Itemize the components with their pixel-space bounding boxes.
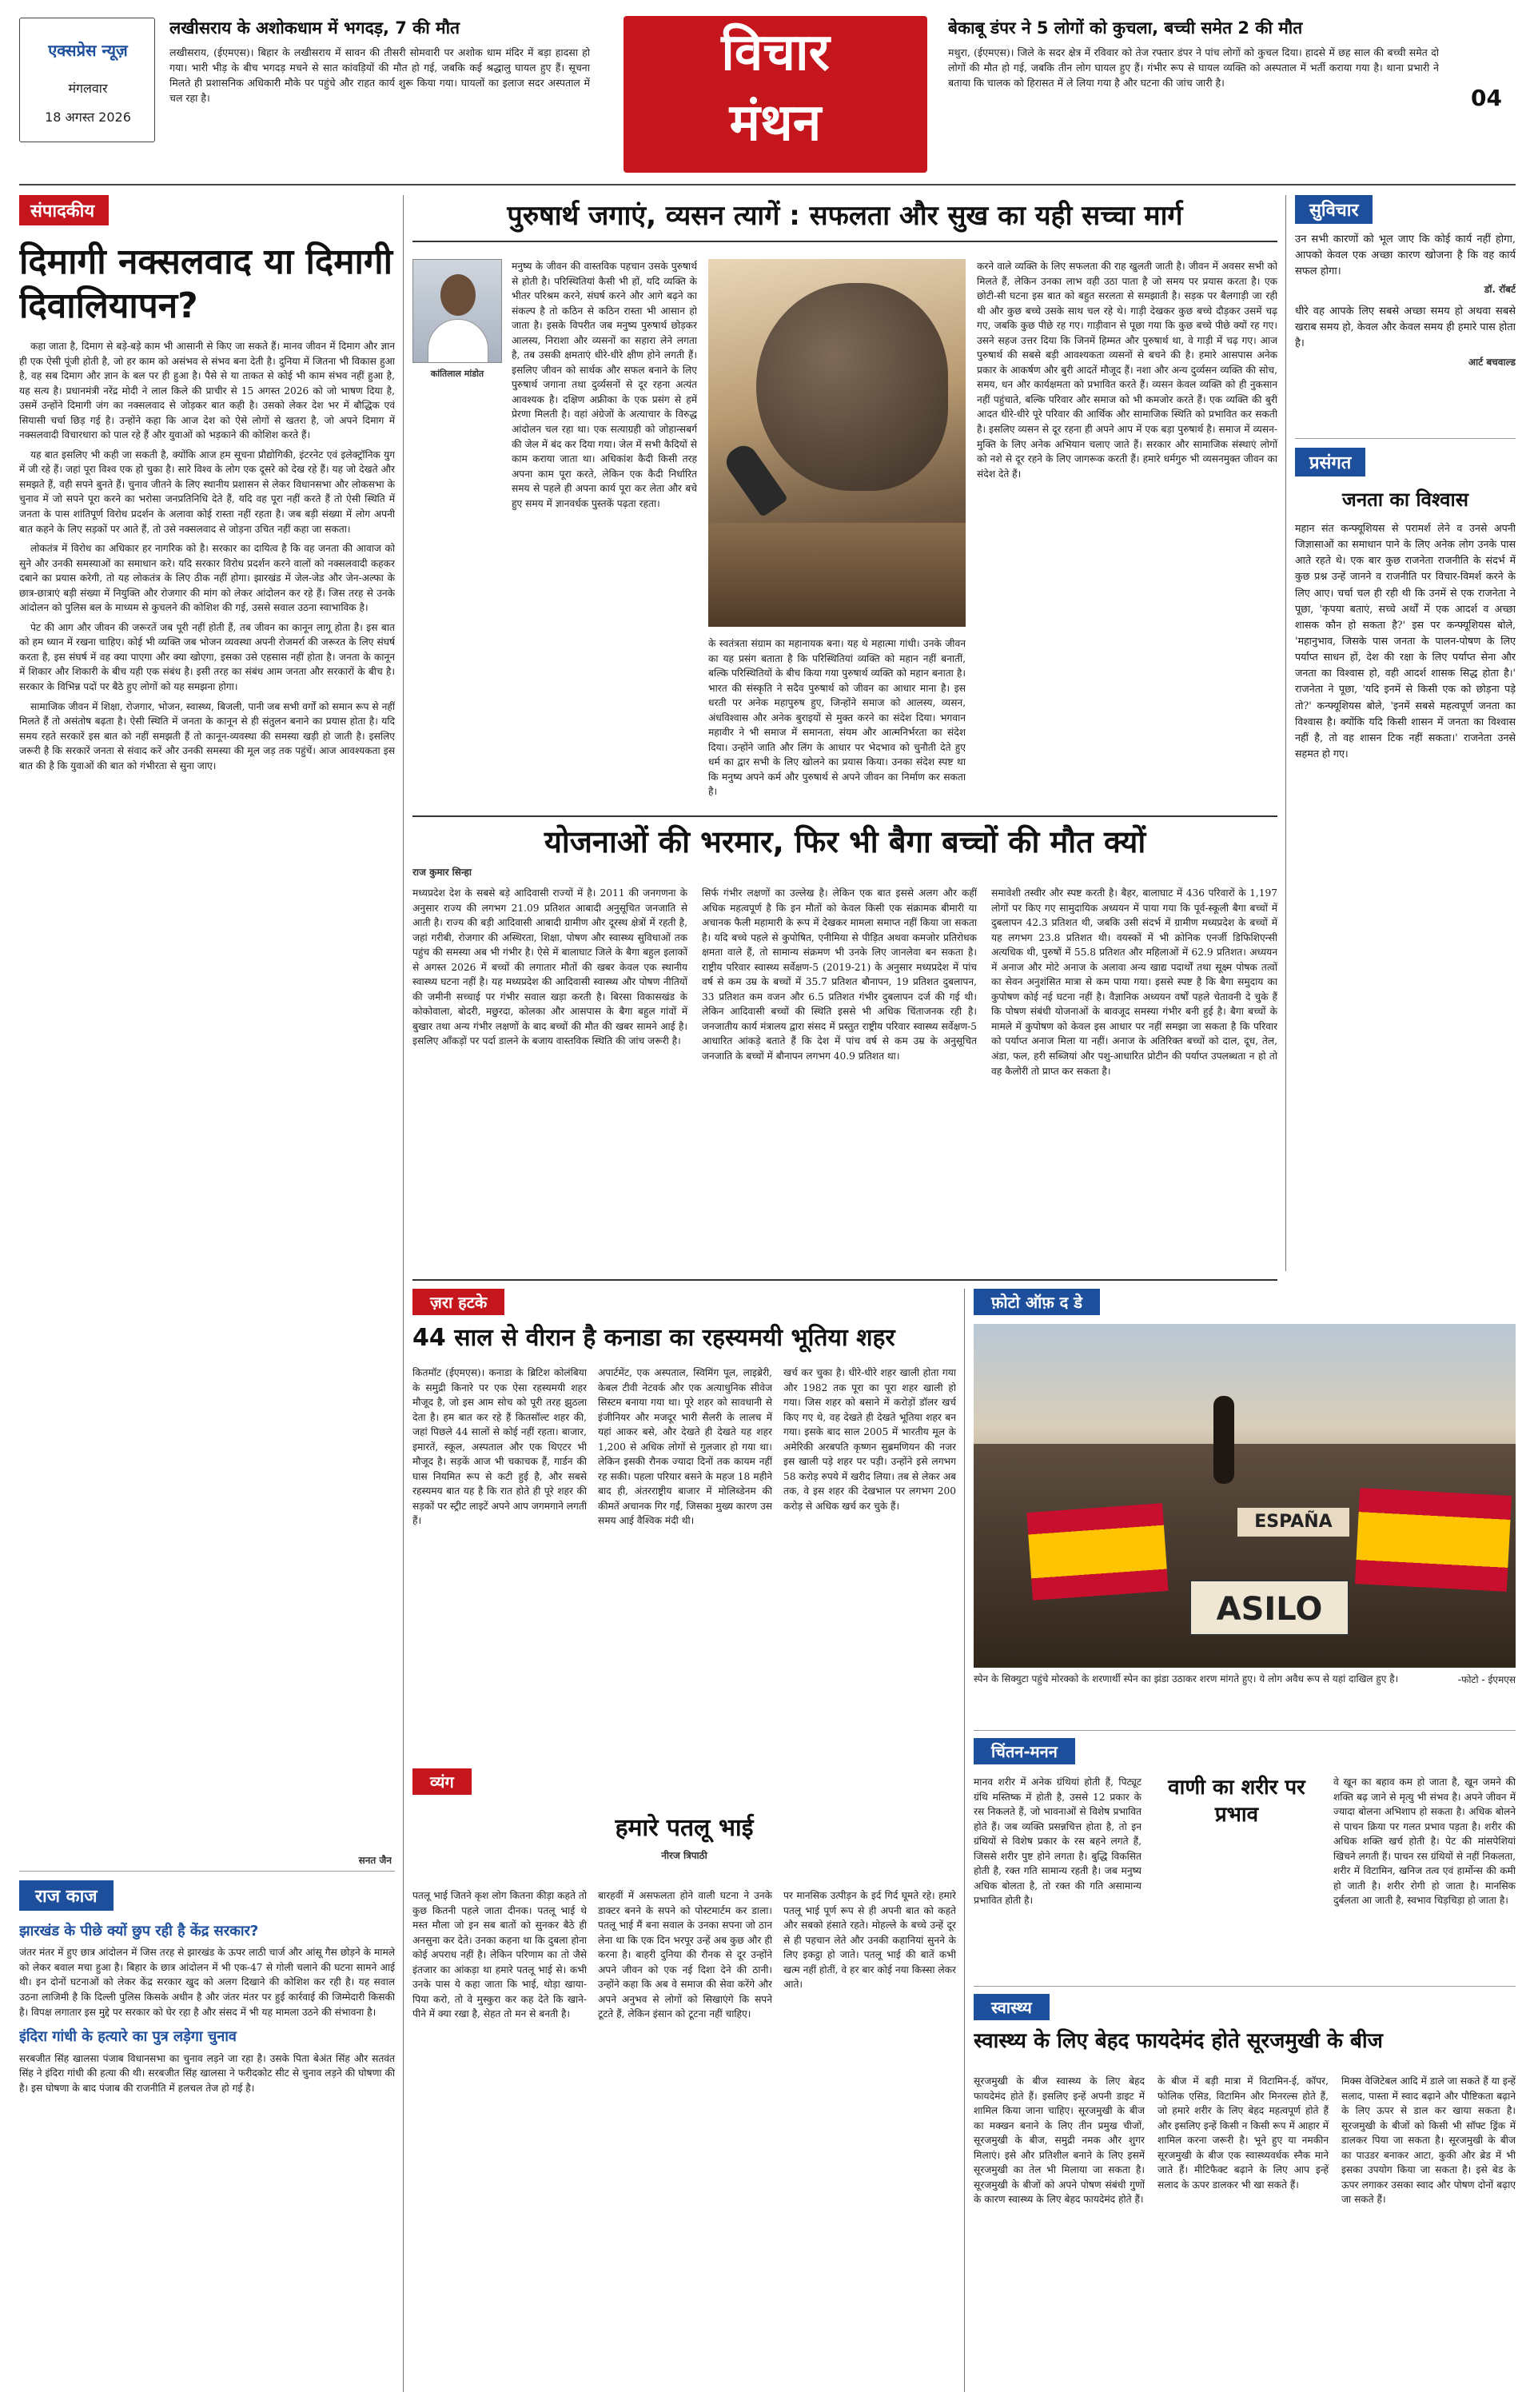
protester-figure <box>1213 1396 1234 1484</box>
editorial-para-1: कहा जाता है, दिमाग से बड़े-बड़े काम भी आसानी से किए जा सकते हैं। मानव जीवन में दिमाग और ज्ञान ही एक ऐसी पूंजी होती है, जो हर काम को असंभव से संभव बना देती है। दुनिया में जितना भी विकास हुआ है, वह सब दिमाग और ज्ञान के बल पर ही हुआ है। पैसे से या ताकत से कोई भी काम संभव नहीं हुआ है, यह सत्य है। प्रधानमंत्री नरेंद्र मोदी ने लाल किले की प्राचीर से 15 अगस्त 2026 को जो भाषण दिया है, उसमें उन्होंने दिमागी जंग का नक्सलवाद से जोड़कर बात कही है। उसको लेकर देश भर में बौद्धिक एवं सियासी चर्चा छिड़ गई है। उन्होंने कहा कि आज देश को ऐसे लोगों से खतरा है, जो अपने दिमाग में नक्सलवादी विचारधारा को पाल रहे हैं और युवाओं को भड़काने की कोशिश करते हैं। <box>19 341 395 441</box>
brief-top-left-headline: लखीसराय के अशोकधाम में भगदड़, 7 की मौत <box>169 18 460 38</box>
kanada-tag: ज़रा हटके <box>412 1289 504 1315</box>
chintan-tag: चिंतन-मनन <box>974 1738 1075 1764</box>
brand-day: मंगलवार <box>68 81 108 96</box>
editorial-para-5: सामाजिक जीवन में शिक्षा, रोजगार, भोजन, स्वास्थ्य, बिजली, पानी जब सभी वर्गों को समान रूप से नहीं मिलते हैं तो असंतोष बढ़ता है। ऐसी स्थिति में जनता के कानून से ही संतुलन बनाने का प्रयास होता है। यदि समय रहते सरकारें इस बात को नहीं समझती हैं तो कानून-व्यवस्था की समस्या खड़ी हो जाती है। इसलिए जरूरी है कि सरकारें जनता से संवाद करें और उनकी समस्या की मूल जड़ तक पहुंचें। आज आवश्यकता इस बात की है कि युवाओं की बात को गंभीरता से सुना जाए। <box>19 700 395 771</box>
section-title-line1: विचार <box>721 23 830 82</box>
chintan-col-1: मानव शरीर में अनेक ग्रंथियां होती हैं, पिट्यूट ग्रंथि मस्तिष्क में होती है, उससे 12 प्रकार के रस निकलते हैं, जो भावनाओं से विशेष प्रभावित होते हैं। जब व्यक्ति प्रसन्नचित्त होता है, तो इन ग्रंथियों से विशेष प्रकार के रस बहने लगते हैं, जिससे शरीर पुष्ट होने लगता है। बुद्धि विकसित होती है, रक्त गति सामान्य रहती है। जब मनुष्य अधिक बोलता है, तो रक्त की गति असामान्य प्रभावित होती है। <box>974 1776 1142 1907</box>
masthead <box>0 0 1534 184</box>
kanada-col-2: अपार्टमेंट, एक अस्पताल, स्विमिंग पूल, लाइब्रेरी, केबल टीवी नेटवर्क और एक अत्याधुनिक सीवेज सिस्टम बनाया गया था। पूरे शहर को सावधानी से इंजीनियर और मजदूर भारी सैलरी के लालच में यहां आकर बसे, और देखते ही देखते यह शहर 1,200 से अधिक लोगों से गुलजार हो गया था। लेकिन इसकी रौनक ज्यादा दिनों तक कायम नहीं रह सकी। पहला परियार बसने के महज 18 महीने बाद ही, अंतरराष्ट्रीय बाजार में मोलिब्डेनम की कीमतें अचानक गिर गईं, जिसका मुख्य कारण उस समय आई वैश्विक मंदी थी। <box>598 1367 772 1527</box>
raj-kaaj <box>19 1880 395 2392</box>
health-col-2: के बीज में बड़ी मात्रा में विटामिन-ई, कॉपर, फोलिक एसिड, विटामिन और मिनरल्स होते हैं, जो हमारे शरीर के लिए बेहद महत्वपूर्ण होते हैं और इसलिए इन्हें किसी न किसी रूप में आहार में शामिल करना जरूरी है। भूने हुए या नमकीन सूरजमुखी के बीज एक स्वास्थ्यवर्धक स्नैक माने जाते हैं। मीटिफैक्ट बढ़ाने के लिए आप इन्हें सलाद के ऊपर डालकर भी खा सकते हैं। <box>1157 2075 1329 2191</box>
chintan-headline: वाणी का शरीर पर प्रभाव <box>1168 1776 1305 1827</box>
boulder-shape <box>756 283 948 491</box>
satire-headline: हमारे पतलू भाई <box>615 1814 754 1842</box>
editorial-headline: दिमागी नक्सलवाद या दिमागी दिवालियापन? <box>19 241 393 326</box>
brief-top-right <box>948 18 1439 161</box>
brief-top-left-body: लखीसराय, (ईएमएस)। बिहार के लखीसराय में सावन की तीसरी सोमवारी पर अशोक धाम मंदिर में बड़ा हादसा हो गया। भारी भीड़ के बीच भगदड़ मचने से सात कांवड़ियों की मौत हो गई, जबकि कई श्रद्धालु घायल हुए हैं। सूचना मिलते ही प्रशासनिक अधिकारी मौके पर पहुंचे और राहत कार्य शुरू किया गया। घायलों का इलाज सदर अस्पताल में चल रहा है। <box>169 46 590 105</box>
brief-top-right-headline: बेकाबू डंपर ने 5 लोगों को कुचला, बच्ची समेत 2 की मौत <box>948 18 1303 38</box>
photo-bottom-rule <box>974 1730 1516 1731</box>
lead-author-photo <box>412 259 502 363</box>
prasang-body: महान संत कन्फ्यूशियस से परामर्श लेने व उनसे अपनी जिज्ञासाओं का समाधान पाने के लिए अनेक लोग उनके पास आते रहते थे। एक बार कुछ राजनेता राजनीति के संदर्भ में कुछ प्रश्न उन्हें जानने व राजनीति पर विचार-विमर्श करने के लिए आए। चर्चा चल ही रही थी कि उनमें से एक राजनेता ने पूछा, 'कृपया बताएं, सच्चे अर्थों में एक आदर्श व अच्छा शासक कौन हो सकता है?' इस पर कन्फ्यूशियस बोले, 'महानुभाव, जिसके पास जनता के पालन-पोषण के लिए पर्याप्त साधन हों, देश की रक्षा के लिए पर्याप्त सेना और जनता का विश्वास हो, वही आदर्श शासक सिद्ध होता है।' राजनेता ने पूछा, 'यदि इनमें से किसी एक को छोड़ना पड़े तो?' कन्फ्यूशियस बोले, 'इनमें सबसे महत्वपूर्ण जनता का विश्वास है। क्योंकि यदि किसी शासन में जनता का विश्वास नहीं है, तो वह शासन टिक नहीं सकता।' राजनेता उनसे सहमत हो गए। <box>1295 522 1516 759</box>
lead-photo-boulder <box>708 259 966 627</box>
lead-author: कांतिलाल मांडोत <box>430 369 484 379</box>
lead-col-4: करने वाले व्यक्ति के लिए सफलता की राह खुलती जाती है। जीवन में अवसर सभी को मिलते हैं, लेकिन उनका लाभ वही उठा पाता है जो समय पर प्रयास करता है। एक छोटी-सी घटना इस बात को बहुत सरलता से समझाती है। सड़क पर बैलगाड़ी जा रही थी और कुछ बच्चे उसके साथ चल रहे थे। गाड़ी देखकर कुछ बच्चे दौड़कर उसमें चढ़ गए, जबकि कुछ पीछे रह गए। गाड़ीवान से पूछा गया कि कुछ बच्चे पीछे क्यों रह गए। उसने सहज उत्तर दिया कि जिनमें हिम्मत और पुरुषार्थ था, वे गाड़ी में चढ़ गए। आज पुरुषार्थ की सबसे बड़ी आवश्यकता व्यसनों से बचने की है। हमारे आसपास अनेक प्रकार के आकर्षण और बुरी आदतें मौजूद हैं। नशा और अन्य दुर्व्यसन व्यक्ति की सोच, समय, धन और कार्यक्षमता को प्रभावित करते हैं। व्यसन केवल व्यक्ति को ही नुकसान नहीं पहुंचाते, बल्कि परिवार और समाज को भी कमजोर करते हैं। एक व्यक्ति की बुरी आदत धीरे-धीरे पूरे परिवार की आर्थिक और सामाजिक स्थिति को प्रभावित कर सकती है। इसलिए व्यसन से दूर रहना ही अपने आप में एक बड़ा पुरुषार्थ है। समाज में व्यसन-मुक्ति के लिए अनेक अभियान चलाए जाते हैं। सरकार और सामाजिक संस्थाएं लोगों को नशे से दूर रहने के लिए जागरूक करती हैं। हमारे धर्मगुरु भी व्यसनमुक्त जीवन का संदेश देते हैं। <box>977 261 1277 480</box>
divider-right <box>1285 195 1286 1271</box>
page-number: 04 <box>1471 85 1502 111</box>
prasang-tag: प्रसंगत <box>1295 448 1365 476</box>
author-head-icon <box>440 274 476 316</box>
raj-kaaj-item1-headline: झारखंड के पीछे क्यों छुप रही है केंद्र सरकार? <box>19 1923 259 1940</box>
lead-article <box>412 195 1277 811</box>
kanada-col-1: कितमॉट (ईएमएस)। कनाडा के ब्रिटिश कोलंबिया के समुद्री किनारे पर एक ऐसा रहस्यमयी शहर मौजूद है, जो इस आम सोच को पूरी तरह झुठला देता है। हम बात कर रहे हैं कितसॉल्ट शहर की, जहां पिछले 44 सालों से कोई नहीं रहता। बाजार, इमारतें, स्कूल, अस्पताल और एक थिएटर भी मौजूद है। सड़कें आज भी चकाचक हैं, गार्डन की घास नियमित रूप से कटी हुई है, और सबसे रहस्यमय बात यह है कि रात होते ही पूरे शहर की सड़कों पर स्ट्रीट लाइटें अपने आप जगमगाने लगती हैं। <box>412 1367 587 1527</box>
brand-name: एक्सप्रेस न्यूज़ <box>48 41 128 60</box>
health-col-3: मिक्स वेजिटेबल आदि में डाले जा सकते हैं या इन्हें सलाद, पास्ता में स्वाद बढ़ाने और पौष्टिकता बढ़ाने के लिए ऊपर से डाल कर खाया सकता है। सूरजमुखी के बीजों को किसी भी सॉफ्ट ड्रिंक में डालकर पिया जा सकता है। सूरजमुखी के बीज का पाउडर बनाकर आटा, कुकी और ब्रेड में भी इसका उपयोग किया जा सकता है। इसे बेड के ऊपर लगाकर उसका स्वाद और पोषण दोनों बढ़ाए जा सकते हैं। <box>1341 2075 1516 2206</box>
raj-kaaj-item2-headline: इंदिरा गांधी के हत्यारे का पुत्र लड़ेगा चुनाव <box>19 2028 237 2046</box>
suvichar-tag: सुविचार <box>1295 195 1373 224</box>
section-title-line2: मंथन <box>729 94 822 153</box>
flag-right <box>1355 1488 1512 1592</box>
editorial-para-2: यह बात इसलिए भी कही जा सकती है, क्योंकि आज हम सूचना प्रौद्योगिकी, इंटरनेट एवं इलेक्ट्रॉनिक युग में जी रहे हैं। जहां पूरा विश्व एक हो चुका है। सारे विश्व के लोग एक दूसरे को देख रहे हैं। यह जो देखते और समझते हैं, वही सपने बुनते हैं। चुनाव जीतने के लिए स्थानीय प्रशासन से लेकर विधानसभा और लोकसभा के चुनाव में जो सपने पूरा करने का भरोसा जनप्रतिनिधि देते हैं, यदि वह पूरा नहीं करते हैं तो ऐसी स्थिति में जनता के पास शांतिपूर्ण विरोध प्रदर्शन के अलावा कोई रास्ता नहीं रहता है। जब बड़ी संख्या में लोग अपनी बात कहने के लिए सड़कों पर आते हैं, तो उसे नक्सलवाद से जोड़ना उचित नहीं कहा जा सकता। <box>19 449 395 535</box>
chintan-bottom-rule <box>974 1986 1516 1987</box>
suvichar-quote-1: उन सभी कारणों को भूल जाए कि कोई कार्य नहीं होगा, आपको केवल एक अच्छा कारण खोजना है कि वह कार्य सफल होगा। <box>1295 233 1516 277</box>
health-tag: स्वास्थ्य <box>974 1994 1050 2020</box>
lead-headline: पुरुषार्थ जगाएं, व्यसन त्यागें : सफलता और सुख का यही सच्चा मार्ग <box>412 195 1277 242</box>
flag-text: ESPAÑA <box>1237 1508 1349 1537</box>
chintan-manan <box>974 1738 1516 1978</box>
kanada-headline: 44 साल से वीरान है कनाडा का रहस्यमयी भूतिया शहर <box>412 1324 895 1352</box>
photo-caption: स्पेन के सिक्युटा पहुंचे मोरक्को के शरणार्थी स्पेन का झंडा उठाकर शरण मांगते हुए। ये लोग अवैध रूप से यहां दाखिल हुए है। <box>974 1673 1399 1684</box>
editorial-bottom-rule <box>19 1871 395 1872</box>
baiga-col-3: समावेशी तस्वीर और स्पष्ट करती है। बैहर, बालाघाट में 436 परिवारों के 1,197 लोगों पर किए गए सामुदायिक अध्ययन में पाया गया कि पूर्व-स्कूली बैगा बच्चों में दुबलापन 42.3 प्रतिशत थी, जबकि उसी संदर्भ में ग्रामीण मध्यप्रदेश के बच्चों में यह लगभग 23.8 प्रतिशत थी। वयस्कों में भी क्रोनिक एनर्जी डिफिशिएन्सी अत्यधिक थी, पुरुषों में 55.8 प्रतिशत और महिलाओं में 62.9 प्रतिशत। अध्ययन में अनाज और मोटे अनाज के अलावा अन्य खाद्य पदार्थों तथा सूक्ष्म पोषक तत्वों का सेवन अनुशंसित मात्रा से कम पाया गया। इससे स्पष्ट है कि बैगा समुदाय का कुपोषण कोई नई घटना नहीं है। वैज्ञानिक अध्ययन वर्षों पहले चेतावनी दे चुके हैं कि पोषण संबंधी योजनाओं के बावजूद समस्या गंभीर बनी हुई है। बैगा बच्चों के मामले में कुपोषण को केवल इस आधार पर नहीं समझा जा सकता है कि परिवार को पर्याप्त अनाज मिला या नहीं। अनाज के अतिरिक्त बच्चों को दाल, दूध, तेल, अंडा, फल, हरी सब्जियां और पशु-आधारित प्रोटीन की पर्याप्त उपलब्धता न हो तो वह कैलोरी तो प्राप्त कर सकता है। <box>991 887 1277 1077</box>
flag-left <box>1026 1503 1168 1601</box>
chintan-col-2: वे खून का बहाव कम हो जाता है, खून जमने की शक्ति बढ़ जाने से मृत्यु भी संभव है। अपने जीवन में ज्यादा बोलना अभिशाप हो सकता है। अधिक बोलने से पाचन क्रिया पर गलत प्रभाव पड़ता है। शरीर की अधिक शक्ति खर्च होती है। पेट की मांसपेशियां खिचने लगती हैं। पाचन रस ग्रंथियों से नहीं निकलता, शरीर में विटामिन, खनिज तत्व एवं हार्मोन्स की कमी हो जाती है। शरीर रोगी हो जाता है। मानसिक दुर्बलता आ जाती है, स्वभाव चिड़चिड़ा हो जाता है। <box>1333 1776 1516 1907</box>
suvichar-quote-2: धीरे वह आपके लिए सबसे अच्छा समय हो अथवा सबसे खराब समय हो, केवल और केवल समय ही हमारे पास होता है। <box>1295 305 1516 349</box>
editorial-body <box>19 339 395 778</box>
baiga-author: राज कुमार सिन्हा <box>412 866 472 878</box>
satire-col-2: बारहवीं में असफलता होने वाली घटना ने उनके डाक्टर बनने के सपने को पोस्टमार्टम कर डाला। पतलू भाई मैं बना सवाल के उनका सपना जो ठान लेना था कि एक दिन भरपूर उन्हें अब कुछ और ही करना है। बाहरी दुनिया की रौनक से दूर उन्होंने अपने जीवन को एक नई दिशा देने की ठानी। उन्होंने कहा कि अब वे समाज की सेवा करेंगे और अपने अनुभव से लोगों को सिखाएंगे कि सपने टूटते हैं, लेकिन इंसान को टूटना नहीं चाहिए। <box>598 1890 772 2020</box>
divider-mid <box>964 1289 965 2392</box>
suvichar-bottom-rule <box>1295 438 1516 439</box>
health-article <box>974 1994 1516 2394</box>
lead-col-1: मनुष्य के जीवन की वास्तविक पहचान उसके पुरुषार्थ से होती है। परिस्थितियां कैसी भी हों, यदि व्यक्ति के भीतर परिश्रम करने, संघर्ष करने और आगे बढ़ने का संकल्प है तो कठिन से कठिन रास्ता भी आसान हो जाता है। इसके विपरीत जब मनुष्य पुरुषार्थ छोड़कर आलस्य, निराशा और व्यसनों का सहारा लेने लगता है, तब उसकी क्षमताएं धीरे-धीरे क्षीण होने लगती हैं। इसलिए जीवन को सार्थक और सफल बनाने के लिए पुरुषार्थ जगाना तथा दुर्व्यसनों से दूर रहना अत्यंत आवश्यक है। दक्षिण अफ्रीका के एक प्रसंग से हमें प्रेरणा मिलती है। वहां अंग्रेजों के अत्याचार के विरुद्ध आंदोलन चल रहा था। एक सत्याग्रही को जोहान्सबर्ग की जेल में बंद कर दिया गया। जेल में सभी कैदियों से काम कराया जाता था। अधिकांश कैदी किसी तरह अपना काम पूरा करते, लेकिन एक कैदी निर्धारित समय से पहले ही अपना कार्य पूरा कर लेता और बचे हुए समय में ज्ञानवर्धक पुस्तकें पढ़ता रहता। <box>512 261 697 509</box>
prasang-headline: जनता का विश्वास <box>1342 488 1468 511</box>
brand-box <box>19 18 155 142</box>
suvichar <box>1295 195 1516 435</box>
photo-tag: फ़ोटो ऑफ़ द डे <box>974 1289 1100 1315</box>
editorial-author: सनत जैन <box>358 1855 392 1866</box>
hill-slope <box>708 523 966 627</box>
satire-article <box>412 1768 956 2392</box>
editorial-tag: संपादकीय <box>19 195 109 225</box>
satire-col-1: पतलू भाई जितने कृश लोग कितना कीड़ा कहते तो कुछ कितनी पहले जाता दीनक। पतलू भाई थे मस्त मौला जो इन सब बातों को सुनकर बैठे ही अनसुना कर देते। उनका कहना था कि दुबला होना कोई अपराध नहीं है। लेकिन परिणाम का तो जैसे इंतजार का आंकड़ा था हमारे पतलू भाई से। कभी उनके पास ये कहा जाता कि भाई, थोड़ा खाया-पिया करो, तो वे मुस्कुरा कर कह देते कि खाने-पीने में क्या रखा है, सेहत तो मन से बनती है। <box>412 1890 587 2020</box>
photo-credit: -फोटो - ईएमएस <box>1457 1674 1516 1685</box>
brief-top-right-body: मथुरा, (ईएमएस)। जिले के सदर क्षेत्र में रविवार को तेज रफ्तार डंपर ने पांच लोगों को कुचल दिया। हादसे में छह साल की बच्ची समेत दो लोगों की मौत हो गई, जबकि तीन लोग घायल हुए हैं। गंभीर रूप से घायल व्यक्ति को अस्पताल में भर्ती कराया गया है। थाना प्रभारी ने बताया कि चालक को हिरासत में ले लिया गया है और घटना की जांच जारी है। <box>948 46 1439 90</box>
suvichar-author-2: आर्ट बचवाल्ड <box>1468 356 1516 368</box>
baiga-col-1: मध्यप्रदेश देश के सबसे बड़े आदिवासी राज्यों में है। 2011 की जनगणना के अनुसार राज्य की लगभग 21.09 प्रतिशत आबादी अनुसूचित जनजाति से आती है। राज्य की बड़ी आदिवासी आबादी ग्रामीण और दूरस्थ क्षेत्रों में रहती है, जहां गरीबी, रोजगार की अस्थिरता, शिक्षा, पोषण और स्वास्थ्य सुविधाओं तक पहुंच की समस्या अब भी गंभीर है। ऐसे में बालाघाट जिले के बैगा बहुल इलाकों से अगस्त 2026 में बच्चों की लगातार मौतों की खबर केवल एक स्थानीय स्वास्थ्य घटना नहीं है। यह मध्यप्रदेश की आदिवासी स्वास्थ्य और पोषण नीतियों की जमीनी सच्चाई पर गंभीर सवाल खड़ा करती है। बिरसा विकासखंड के कोकोवाला, बोदरी, मछुरदा, कोलका और आसपास के बैगा बहुल गांवों में बुखार तथा अन्य गंभीर लक्षणों के बाद बच्चों की मौत की खबर सामने आई है। इसलिए आँकड़ों पर पर्दा डालने के बजाय वास्तविक स्थिति की जांच जरूरी है। <box>412 887 687 1047</box>
suvichar-author-1: डॉ. रॉबर्ट <box>1484 284 1516 296</box>
photo-image <box>974 1324 1516 1668</box>
kanada-col-3: खर्च कर चुका है। धीरे-धीरे शहर खाली होता गया और 1982 तक पूरा का पूरा शहर खाली हो गया। जिस शहर को बसाने में करोड़ों डॉलर खर्च किए गए थे, वह देखते ही देखते भूतिया शहर बन गया। इसके बाद साल 2005 में भारतीय मूल के अमेरिकी अरबपति कृष्णन सुब्रमणियन की नजर इस खाली पड़े शहर पर पड़ी। उन्होंने इसे लगभग 58 करोड़ रुपये में खरीद लिया। तब से लेकर अब तक, वे इस शहर की देखभाल पर लगभग 200 करोड़ से अधिक खर्च कर चुके हैं। <box>783 1367 956 1512</box>
satire-author: नीरज त्रिपाठी <box>661 1850 707 1861</box>
editorial-para-3: लोकतंत्र में विरोध का अधिकार हर नागरिक को है। सरकार का दायित्व है कि वह जनता की आवाज को सुने और उनकी समस्याओं का समाधान करे। यदि सरकार विरोध प्रदर्शन करने वालों को नक्सलवादी कहकर दबाने का प्रयास करेगी, तो यह लोकतंत्र के लिए ठीक नहीं होगा। झारखंड में जेल-जेड और जेन-अल्फा के छात्र-छात्राएं बड़ी संख्या में नियुक्ति और रोजगार की मांग को लेकर आंदोलन कर रहे हैं। जिस तरह से उनके आंदोलन को पुलिस बल के माध्यम से कुचलने की कोशिश की गई, उससे सवाल उठना स्वाभाविक है। <box>19 543 395 614</box>
baiga-article <box>412 823 1277 1271</box>
lead-bottom-rule <box>412 815 1277 817</box>
raj-kaaj-item2-body: सरबजीत सिंह खालसा पंजाब विधानसभा का चुनाव लड़ने जा रहा है। उसके पिता बेअंत सिंह और सतवंत सिंह ने इंदिरा गांधी की हत्या की थी। सरबजीत सिंह खालसा ने फरीदकोट सीट से चुनाव लड़ने की घोषणा की है। इस घोषणा के बाद पंजाब की राजनीति में हलचल तेज हो गई है। <box>19 2052 395 2094</box>
editorial-para-4: पेट की आग और जीवन की जरूरतें जब पूरी नहीं होती हैं, तब जीवन का कानून लागू होता है। इस बात को हम ध्यान में रखना चाहिए। कोई भी व्यक्ति जब भोजन व्यवस्था अपनी रोजमर्रा की जरूरत के लिए संघर्ष करता है, इस संघर्ष में वह क्या पाएगा और क्या खोएगा, इसका उसे एहसास नहीं होता है। जनता के कानून में शिकार और शिकारी के बीच यही एक संबंध है। इसी तरह का संबंध आम जनता और सरकारों के बीच है। सरकार के विभिन्न पदों पर बैठे हुए लोगों को यह समझना होगा। <box>19 621 395 693</box>
satire-tag: व्यंग <box>412 1768 472 1795</box>
health-col-1: सूरजमुखी के बीज स्वास्थ्य के लिए बेहद फायदेमंद होते हैं। इसलिए इन्हें अपनी डाइट में शामिल किया जाना चाहिए। सूरजमुखी के बीज का मक्खन बनाने के लिए तीन प्रमुख चीजों, सूरजमुखी के बीज, समुद्री नमक और शुगर मिलाएं। इसे और प्रतिशील बनाने के लिए इसमें सूरजमुखी का तेल भी मिलाया जा सकता है। सूरजमुखी के बीजों को अपने पोषण संबंधी गुणों के कारण स्वास्थ्य के लिए बेहद फायदेमंद होते हैं। <box>974 2075 1145 2206</box>
editorial <box>19 195 395 1842</box>
baiga-bottom-rule <box>412 1279 1277 1281</box>
satire-col-3: पर मानसिक उत्पीड़न के इर्द गिर्द घूमते रहे। हमारे पतलू भाई पूर्ण रूप से ही अपनी बात को कहते और सबको हंसाते रहते। मोहल्ले के बच्चे उन्हें दूर से ही पहचान लेते और उनकी कहानियां सुनने के लिए इकट्ठा हो जाते। पतलू भाई की बातें कभी खत्म नहीं होतीं, वे हर बार कोई नया किस्सा लेकर आते। <box>783 1890 956 1991</box>
raj-kaaj-item1-body: जंतर मंतर में हुए छात्र आंदोलन में जिस तरह से झारखंड के ऊपर लाठी चार्ज और आंसू गैस छोड़ने के मामले को लेकर बवाल मचा हुआ है। बिहार के छात्र आंदोलन में भी एक-47 से गोली चलाने की घटना सामने आई थी। इन दोनों घटनाओं को लेकर केंद्र सरकार खुद को अलग दिखाने की कोशिश कर रही है। यह सवाल उठना लाजिमी है कि दिल्ली पुलिस किसके अधीन है और जंतर मंतर पर हुई कार्रवाई की जिम्मेदारी किसकी है। विपक्ष लगातार इस मुद्दे पर सरकार को घेर रहा है और संसद में भी यह मामला उठने की संभावना है। <box>19 1947 395 2018</box>
brand-date: 18 अगस्त 2026 <box>45 110 131 125</box>
baiga-col-2: सिर्फ गंभीर लक्षणों का उल्लेख है। लेकिन एक बात इससे अलग और कहीं अधिक महत्वपूर्ण है कि इन मौतों को केवल किसी एक संक्रामक बीमारी या अचानक फैली महामारी के रूप में देखकर मामला समाप्त नहीं किया जा सकता है। यदि बच्चे पहले से कुपोषित, एनीमिया से पीड़ित अथवा कमजोर प्रतिरोधक क्षमता वाले हैं, तो सामान्य संक्रमण भी उनके लिए जानलेवा बन सकता है। राष्ट्रीय परिवार स्वास्थ्य सर्वेक्षण-5 (2019-21) के अनुसार मध्यप्रदेश में पांच वर्ष से कम उम्र के बच्चों में 35.7 प्रतिशत बौनापन, 19 प्रतिशत दुबलापन, 33 प्रतिशत कम वजन और 6.5 प्रतिशत गंभीर दुबलापन दर्ज की गई थी। लेकिन आदिवासी बच्चों की स्थिति इससे भी अधिक चिंताजनक रही है। जनजातीय कार्य मंत्रालय द्वारा संसद में प्रस्तुत राष्ट्रीय परिवार स्वास्थ्य सर्वेक्षण-5 आधारित आंकड़े बताते हैं कि देश में पांच वर्ष से कम उम्र के अनुसूचित जनजाति के बच्चों में बौनापन लगभग 40.9 प्रतिशत था। <box>702 887 977 1062</box>
asilo-sign: ASILO <box>1189 1580 1349 1636</box>
raj-kaaj-tag: राज काज <box>19 1880 114 1911</box>
brief-top-left <box>169 18 590 153</box>
author-body-icon <box>428 319 488 363</box>
divider-left <box>403 195 404 2392</box>
masthead-divider <box>19 184 1516 185</box>
section-title-box <box>624 16 927 173</box>
lead-col-3: के स्वतंत्रता संग्राम का महानायक बना। यह थे महात्मा गांधी। उनके जीवन का यह प्रसंग बताता है कि परिस्थितियां व्यक्ति को महान नहीं बनातीं, बल्कि परिस्थितियों के बीच किया गया पुरुषार्थ व्यक्ति को महान बनाता है। भारत की संस्कृति ने सदैव पुरुषार्थ को जीवन का आधार माना है। इस धरती पर अनेक महापुरुष हुए, जिन्होंने समाज को आलस्य, व्यसन, अंधविश्वास और अनेक बुराइयों से मुक्त करने का संदेश दिया। भगवान महावीर ने भी समाज में समानता, संयम और आत्मनिर्भरता का संदेश दिया। उन्होंने जाति और लिंग के आधार पर भेदभाव को चुनौती देते हुए धर्म का द्वार सभी के लिए खोलने का प्रयास किया। उनका संदेश स्पष्ट था कि मनुष्य अपने कर्म और पुरुषार्थ से अपने जीवन का निर्माण कर सकता है। <box>708 638 966 798</box>
prasang <box>1295 448 1516 1271</box>
kanada-article <box>412 1289 956 1752</box>
health-headline: स्वास्थ्य के लिए बेहद फायदेमंद होते सूरजमुखी के बीज <box>974 2029 1383 2053</box>
baiga-headline: योजनाओं की भरमार, फिर भी बैगा बच्चों की मौत क्यों <box>544 824 1146 859</box>
photo-of-day <box>974 1289 1516 1724</box>
